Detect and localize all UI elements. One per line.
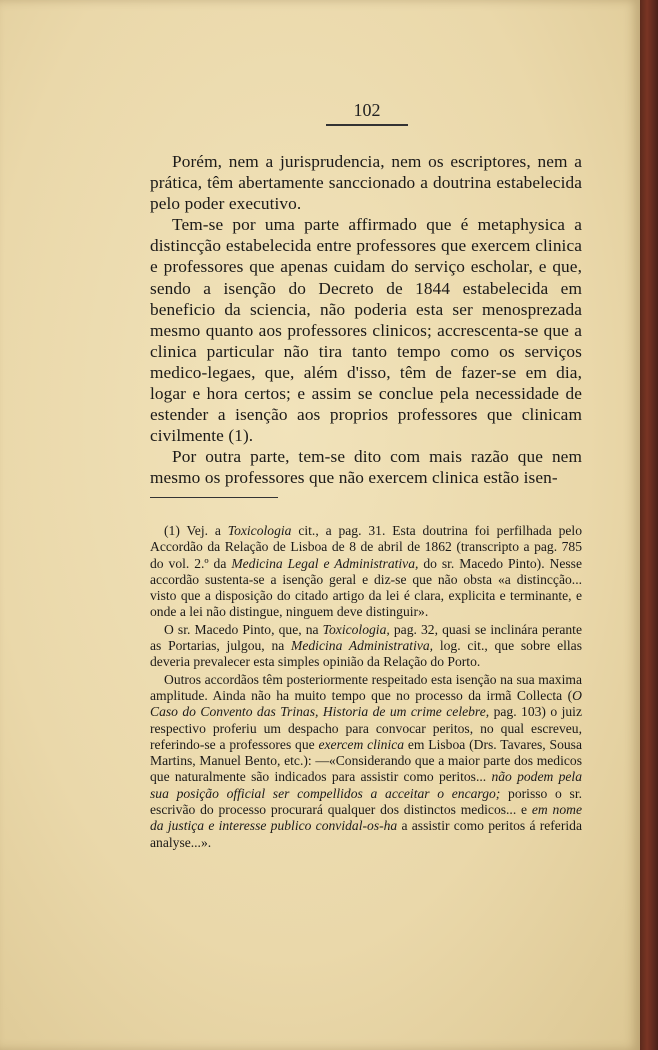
- fn3-title-caso-convento: O Caso do Convento das Trinas, Historia de um crime celebre,: [150, 687, 582, 720]
- main-text: [150, 151, 582, 489]
- footnotes: [150, 523, 582, 852]
- fn1-title-toxicologia: Toxicologia: [227, 523, 292, 538]
- footnote-rule: [150, 497, 278, 498]
- footnote-2: [150, 622, 582, 671]
- fn3-text-a: Outros accordãos têm posteriormente respeitado esta isenção na sua maxima amplitude. Ainda não ha muito tempo que no processo da irmã Collecta (: [150, 671, 582, 703]
- page-number: 102: [353, 100, 381, 120]
- fn3-text-e: em Lisboa (Drs. Tavares, Sousa Martins, Manuel Bento, etc.): —«Considerando que a maior parte dos medicos que naturalmente são indicados para assistir como peritos...: [150, 736, 582, 785]
- fn2-title-medicina-administrativa: Medicina Administrativa,: [291, 638, 434, 654]
- fn3-italic-exercem: exercem clinica: [318, 736, 405, 752]
- footnote-3: [150, 672, 582, 851]
- fn2-title-toxicologia: Toxicologia,: [322, 621, 390, 637]
- paragraph-3: Por outra parte, tem-se dito com mais razão que nem mesmo os professores que não exercem clinica estão isen-: [150, 447, 582, 488]
- fn3-italic-nao-podem: não podem pela sua posição official ser compellidos a acceitar o encargo;: [150, 769, 582, 801]
- fn2-text-e: log. cit., que sobre ellas deveria prevalecer esta simples opinião da Relação do Porto.: [150, 638, 582, 670]
- fn3-text-i: a assistir como peritos á referida analyse...».: [150, 818, 582, 850]
- paragraph-2: Tem-se por uma parte affirmado que é metaphysica a distincção estabelecida entre professores que exercem clinica e professores que apenas cuidam do serviço escholar, e que, sendo a isenção do Decreto de 1844 estabelecida em beneficio da sciencia, não poderia esta ser menosprezada mesmo quanto aos professores clinicos; accrescenta-se que a clinica particular não tira tanto tempo como os serviços medico-legaes, que, além d'isso, têm de fazer-se em dia, logar e hora certos; e assim se conclue pela necessidade de estender a isenção aos proprios professores que clinicam civilmente (1).: [150, 215, 582, 446]
- footnote-1: [150, 523, 582, 621]
- fn1-text-c: cit., a pag. 31. Esta doutrina foi perfilhada pelo Accordão da Relação de Lisboa de 8 de abril de 1862 (transcripto a pag. 785 do vol. 2.º da: [150, 523, 582, 571]
- fn1-text-e: do sr. Macedo Pinto). Nesse accordão sustenta-se a isenção geral e diz-se que não obsta «a distincção... visto que a disposição do citado artigo da lei é clara, explicita e terminante, e onde a lei não distingue, ninguem deve distinguir».: [150, 555, 582, 620]
- fn2-text-c: pag. 32, quasi se inclinára perante as Portarias, julgou, na: [150, 621, 582, 654]
- fn2-text-a: O sr. Macedo Pinto, que, na: [164, 621, 323, 637]
- fn3-text-g: porisso o sr. escrivão do processo procurará qualquer dos distinctos medicos... e: [150, 785, 582, 818]
- fn3-italic-em-nome: em nome da justiça e interesse publico convidal-os-ha: [150, 802, 582, 834]
- header-rule: [326, 124, 408, 126]
- fn1-text-a: (1) Vej. a: [164, 523, 228, 538]
- paragraph-1: Porém, nem a jurisprudencia, nem os escriptores, nem a prática, têm abertamente sanccionado a doutrina estabelecida pelo poder executivo.: [150, 152, 582, 214]
- book-edge: [640, 0, 658, 1050]
- fn1-title-medicina-legal: Medicina Legal e Administrativa,: [231, 555, 419, 571]
- fn3-text-c: pag. 103) o juiz respectivo proferiu um despacho para convocar peritos, no qual escreveu, referindo-se a professores que: [150, 704, 582, 752]
